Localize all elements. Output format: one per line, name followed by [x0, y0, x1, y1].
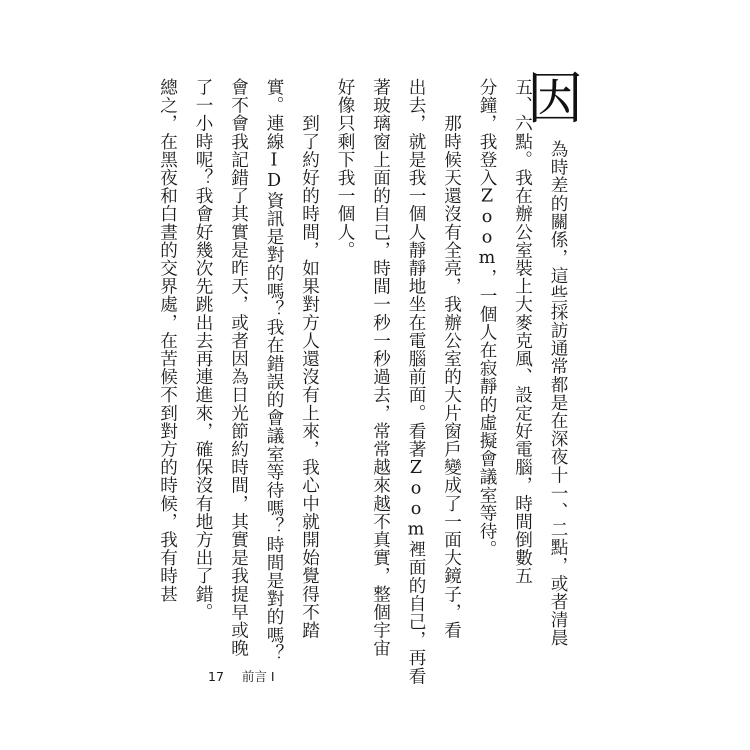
text-column-2: 五、六點。我在辦公室裝上大麥克風、設定好電腦，時間倒數五	[512, 78, 533, 585]
text-column-6: 著玻璃窗上面的自己，時間一秒一秒過去，常常越來越不真實，整個宇宙	[370, 78, 391, 658]
text-column-12: 總之，在黑夜和白晝的交界處，在苦候不到對方的時候，我有時甚	[157, 78, 178, 603]
text-column-9: 實。連線ID資訊是對的嗎？我在錯誤的會議室等待嗎？時間是對的嗎？	[264, 78, 284, 662]
section-label: 前言 I	[241, 669, 275, 684]
text-column-1: 為時差的關係，這些採訪通常都是在深夜十一、二點，或者清晨	[548, 140, 568, 647]
page-number: 17	[208, 669, 224, 684]
text-column-8: 到了約好的時間，如果對方人還沒有上來，我心中就開始覺得不踏	[299, 78, 320, 640]
drop-cap: 因	[527, 67, 583, 132]
text-column-4: 那時候天還沒有全亮，我辦公室的大片窗戶變成了一面大鏡子，看	[441, 78, 462, 640]
text-column-3: 分鐘，我登入Zoom，一個人在寂靜的虛擬會議室等待。	[477, 78, 497, 559]
text-column-10: 會不會我記錯了其實是昨天，或者因為日光節約時間，其實是我提早或晚	[228, 78, 249, 658]
text-column-11: 了一小時呢？我會好幾次先跳出去再連進來，確保沒有地方出了錯。	[193, 78, 213, 621]
text-column-5: 出去，就是我一個人靜靜地坐在電腦前面。看著Zoom裡面的自己，再看	[406, 78, 426, 685]
page-footer	[208, 667, 275, 685]
text-column-7: 好像只剩下我一個人。	[335, 78, 355, 259]
